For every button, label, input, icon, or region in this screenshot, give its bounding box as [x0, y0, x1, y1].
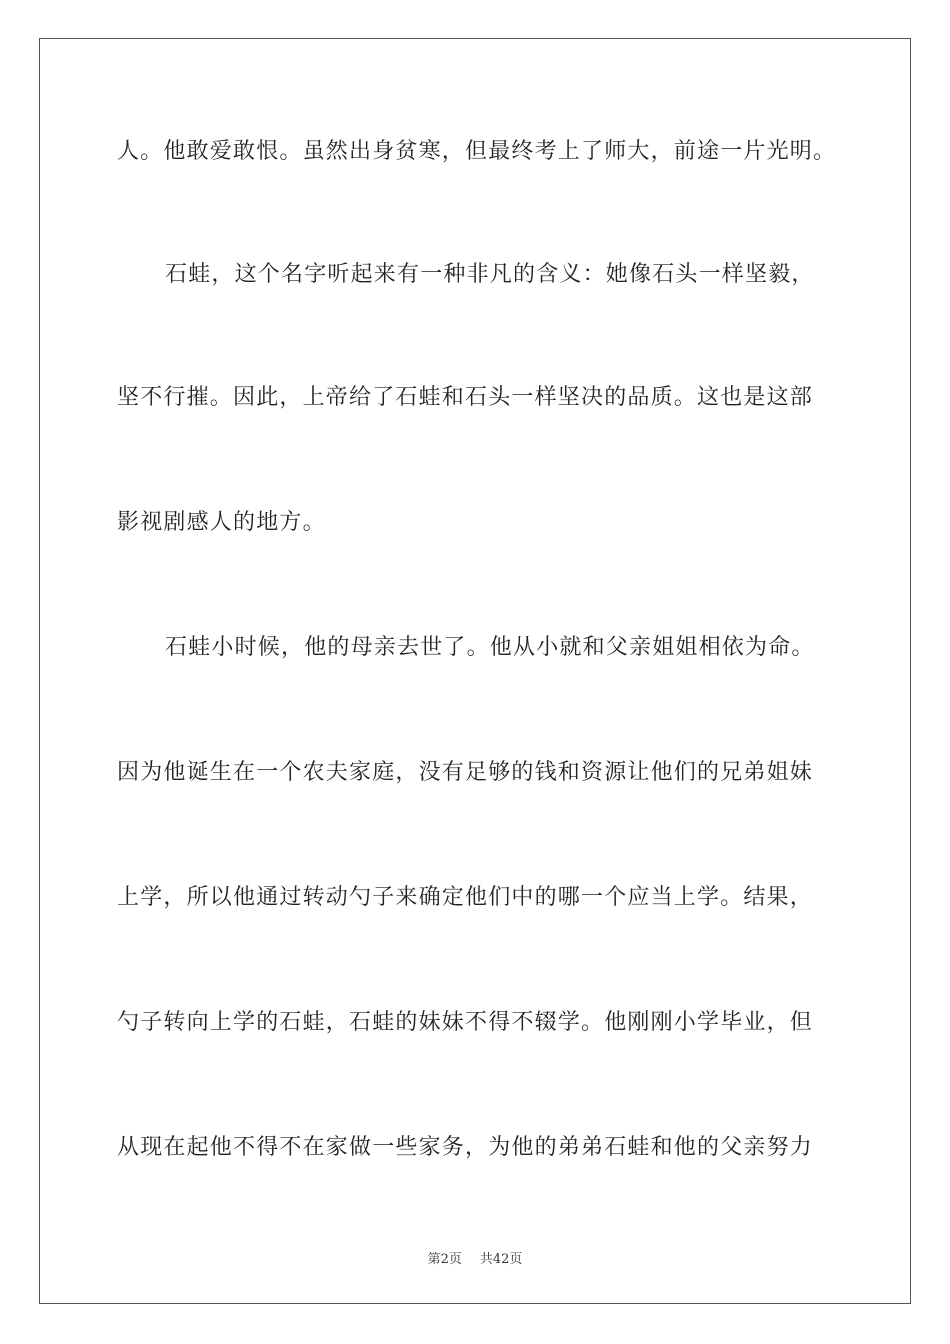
page-footer	[0, 1248, 950, 1267]
text-line-3: 坚不行摧。因此，上帝给了石蛙和石头一样坚决的品质。这也是这部	[117, 385, 814, 410]
page-border	[39, 38, 911, 1304]
text-line-7: 上学，所以他通过转动勺子来确定他们中的哪一个应当上学。结果，	[117, 885, 814, 910]
text-line-6: 因为他诞生在一个农夫家庭，没有足够的钱和资源让他们的兄弟姐妹	[117, 760, 814, 785]
text-line-4: 影视剧感人的地方。	[117, 510, 326, 535]
text-line-2: 石蛙，这个名字听起来有一种非凡的含义：她像石头一样坚毅，	[165, 262, 815, 287]
text-line-9: 从现在起他不得不在家做一些家务，为他的弟弟石蛙和他的父亲努力	[117, 1135, 814, 1160]
page-total: 共42页	[479, 1252, 523, 1267]
text-line-8: 勺子转向上学的石蛙，石蛙的妹妹不得不辍学。他刚刚小学毕业，但	[117, 1010, 814, 1035]
text-line-1: 人。他敢爱敢恨。虽然出身贫寒，但最终考上了师大，前途一片光明。	[117, 139, 837, 164]
page-number: 第2页	[427, 1252, 462, 1267]
text-line-5: 石蛙小时候，他的母亲去世了。他从小就和父亲姐姐相依为命。	[165, 635, 815, 660]
